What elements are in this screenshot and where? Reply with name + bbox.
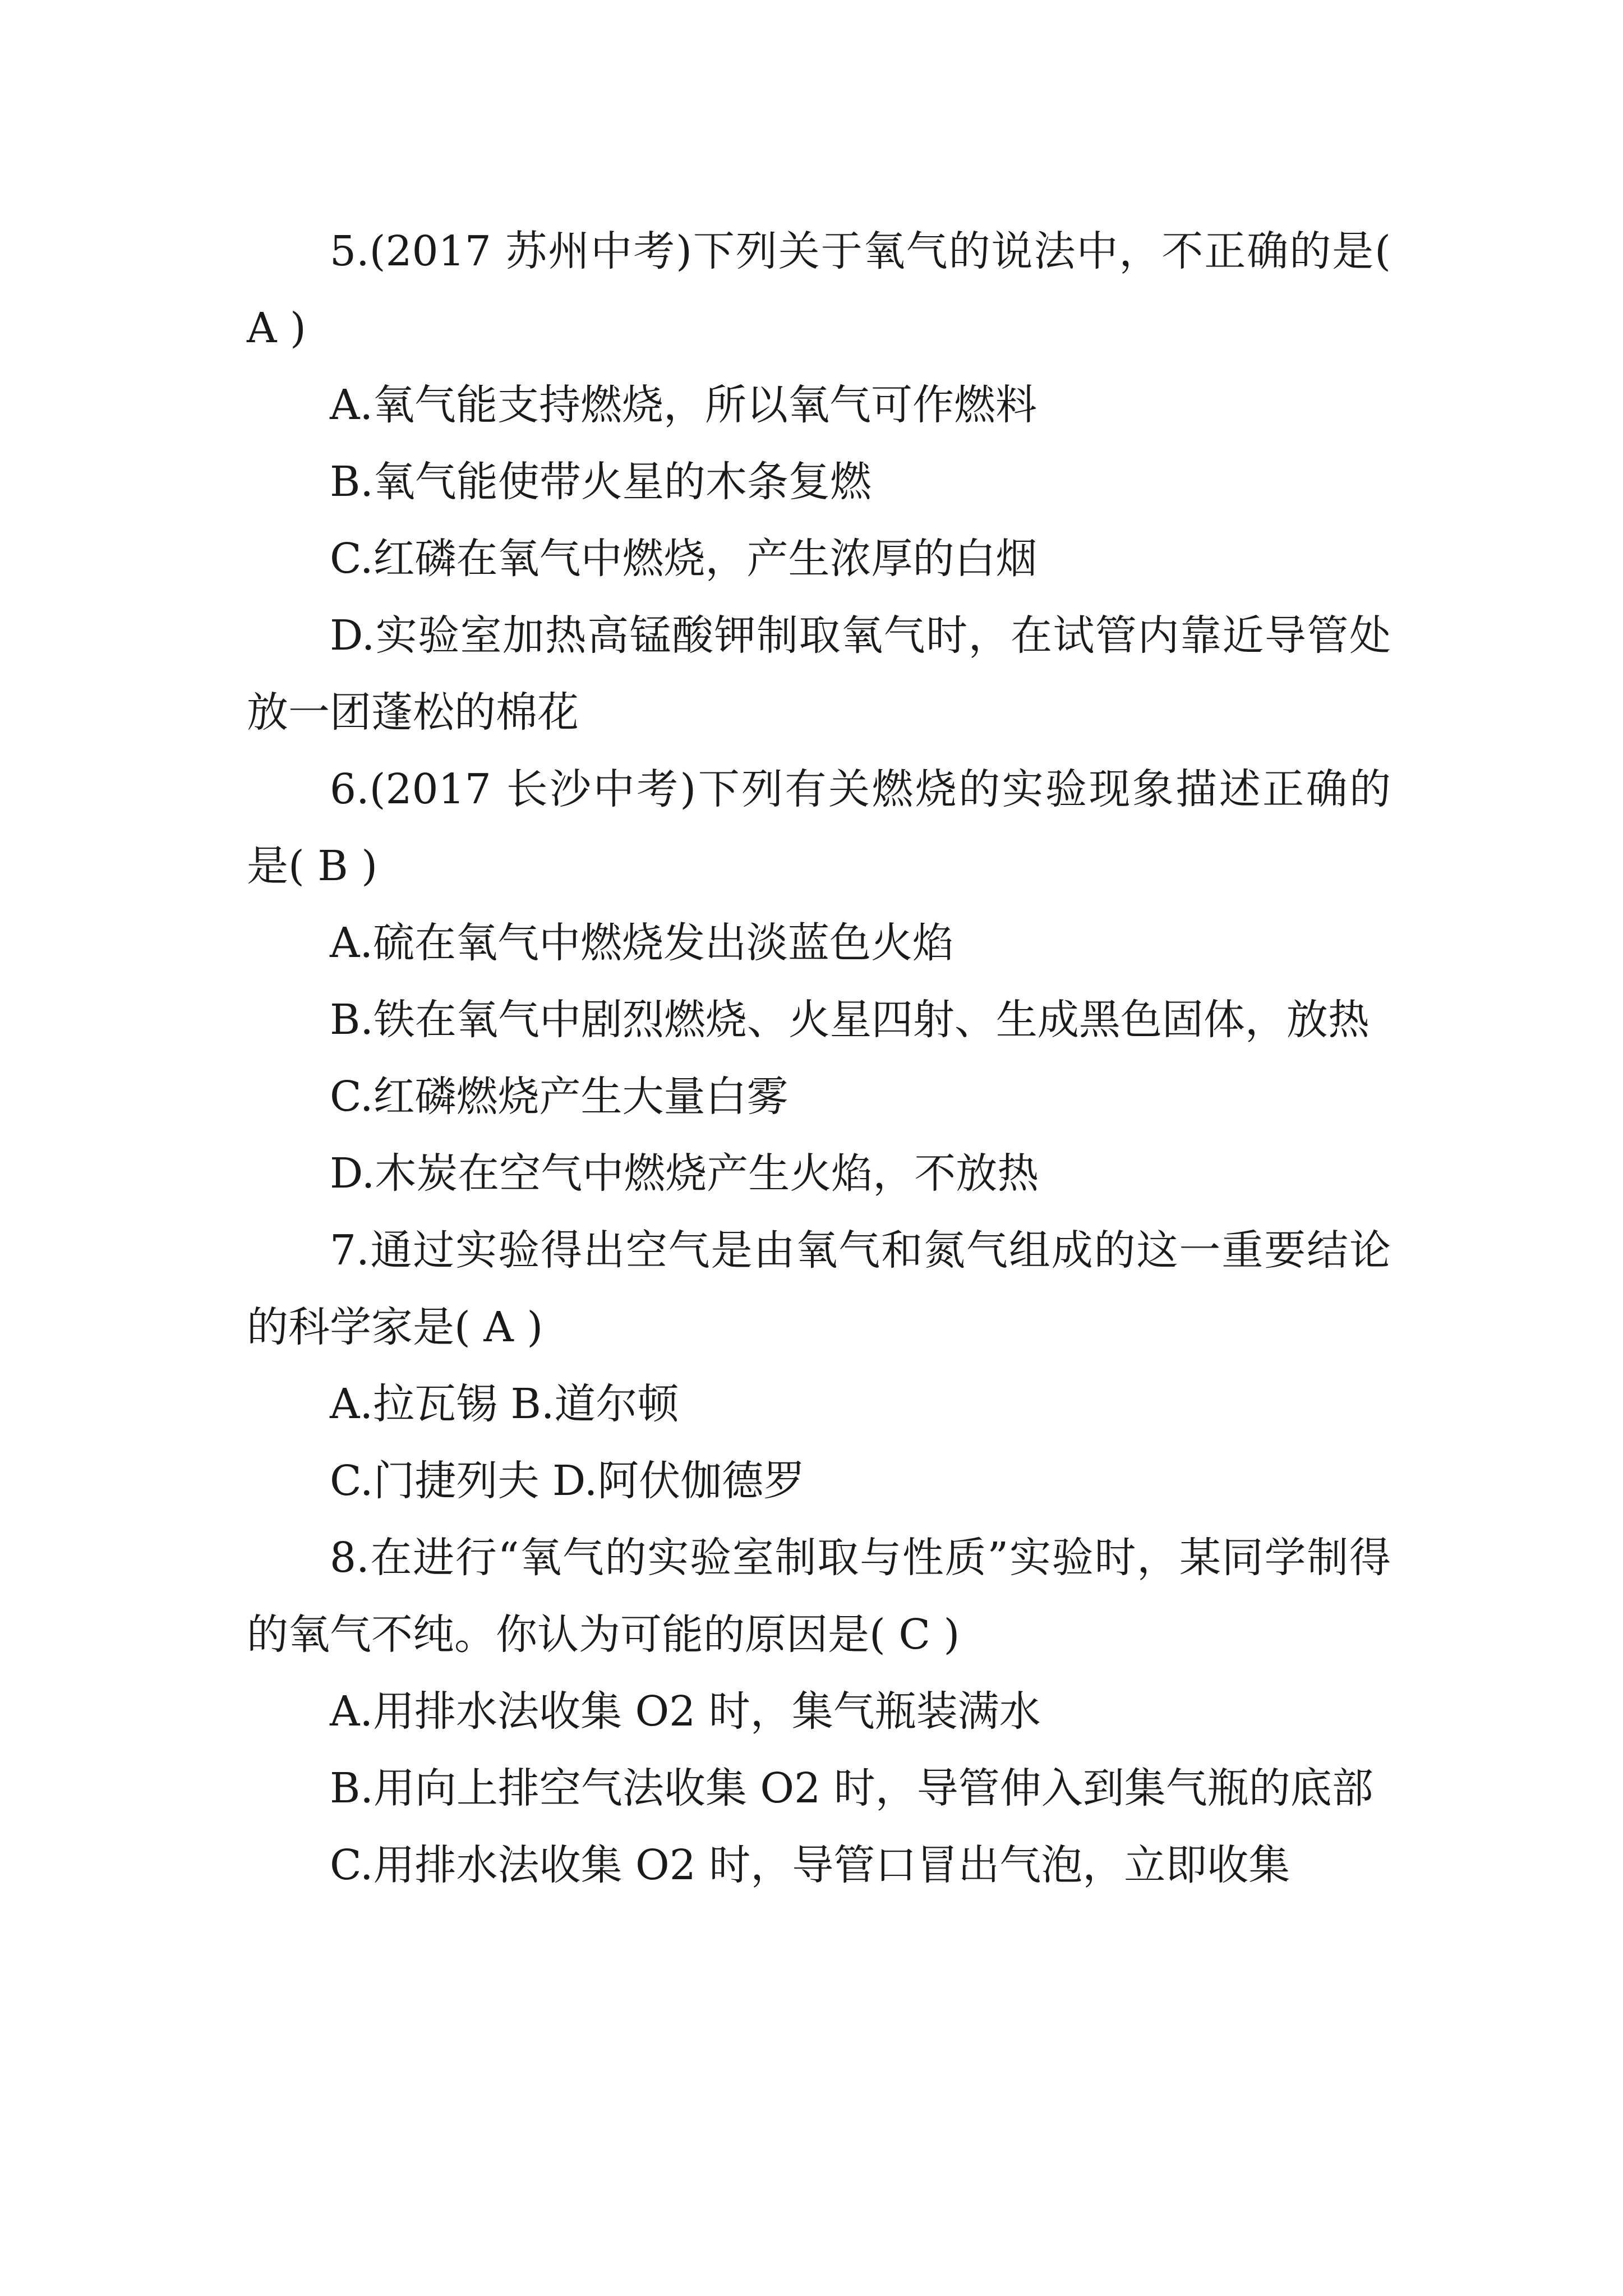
question-7-stem: 7.通过实验得出空气是由氧气和氮气组成的这一重要结论的科学家是( A ) xyxy=(247,1226,1391,1351)
question-6-option-a: A.硫在氧气中燃烧发出淡蓝色火焰 xyxy=(330,919,954,967)
question-5-option-d: D.实验室加热高锰酸钾制取氧气时，在试管内靠近导管处放一团蓬松的棉花 xyxy=(247,611,1391,737)
question-6-option-d: D.木炭在空气中燃烧产生火焰，不放热 xyxy=(330,1149,1039,1198)
question-5-option-b: B.氧气能使带火星的木条复燃 xyxy=(330,458,872,506)
question-8-stem: 8.在进行“氧气的实验室制取与性质”实验时，某同学制得的氧气不纯。你认为可能的原因是( C ) xyxy=(247,1534,1391,1659)
question-5-option-c: C.红磷在氧气中燃烧，产生浓厚的白烟 xyxy=(330,535,1038,583)
question-8-option-b: B.用向上排空气法收集 O2 时，导管伸入到集气瓶的底部 xyxy=(330,1764,1373,1812)
question-6-option-b: B.铁在氧气中剧烈燃烧、火星四射、生成黑色固体，放热 xyxy=(330,996,1370,1044)
question-6-option-c: C.红磷燃烧产生大量白雾 xyxy=(330,1073,789,1121)
question-8-option-c: C.用排水法收集 O2 时，导管口冒出气泡，立即收集 xyxy=(330,1841,1290,1889)
question-5-option-a: A.氧气能支持燃烧，所以氧气可作燃料 xyxy=(330,381,1037,429)
question-7-options-cd: C.门捷列夫 D.阿伏伽德罗 xyxy=(330,1457,805,1505)
question-6-stem: 6.(2017 长沙中考)下列有关燃烧的实验现象描述正确的是( B ) xyxy=(247,765,1391,890)
document-page xyxy=(247,213,1391,1904)
question-8-option-a: A.用排水法收集 O2 时，集气瓶装满水 xyxy=(330,1687,1041,1736)
question-5-stem: 5.(2017 苏州中考)下列关于氧气的说法中，不正确的是( A ) xyxy=(247,227,1391,352)
question-7-options-ab: A.拉瓦锡 B.道尔顿 xyxy=(330,1380,679,1428)
